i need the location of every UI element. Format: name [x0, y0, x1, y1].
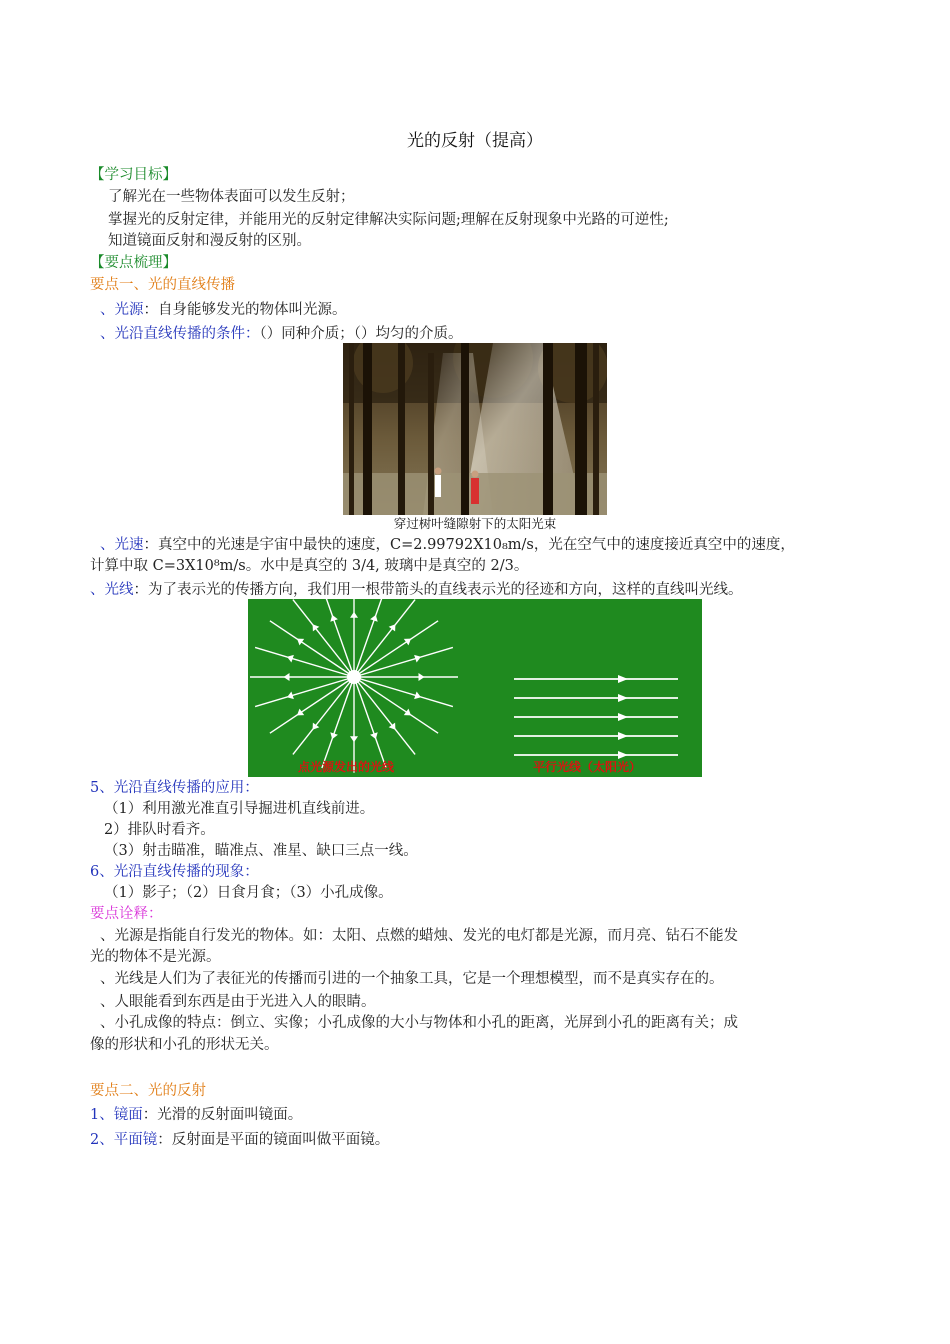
photo-caption: 穿过树叶缝隙射下的太阳光束 [343, 515, 607, 533]
parallel-arrowheads [618, 675, 628, 759]
condition-label: 、光沿直线传播的条件： [100, 326, 260, 342]
application-item: （1）利用激光准直引导掘进机直线前进。 [104, 801, 375, 817]
light-ray-diagram [248, 599, 702, 777]
speed-of-light [100, 535, 870, 556]
propagation-condition [100, 324, 880, 345]
plane-mirror-text: ：反射面是平面的镜面叫做平面镜。 [157, 1132, 390, 1148]
point1-heading: 要点一、光的直线传播 [90, 277, 235, 293]
forest-illustration [343, 343, 607, 533]
explain-item-4: 、小孔成像的特点：倒立、实像；小孔成像的大小与物体和小孔的距离，光屏到小孔的距离有关；成 [100, 1015, 738, 1031]
point-source-rays [250, 599, 458, 773]
explain-item-1: 、光源是指能自行发光的物体。如：太阳、点燃的蜡烛、发光的电灯都是光源，而月亮、钻石不能发 [100, 928, 738, 944]
plane-mirror-definition [90, 1130, 870, 1151]
light-ray-definition [90, 580, 870, 601]
speed-text: ：真空中的光速是宇宙中最快的速度，C=2.99792X10₈m/s，光在空气中的速度接近真空中的速度， [143, 537, 795, 553]
plane-mirror-label: 2、平面镜 [90, 1132, 158, 1148]
light-source-text: ：自身能够发光的物体叫光源。 [143, 302, 347, 318]
mirror-definition [90, 1105, 870, 1126]
speed-label: 、光速 [100, 537, 144, 553]
mirror-label: 1、镜面 [90, 1107, 143, 1123]
explain-item-4-continued: 像的形状和小孔的形状无关。 [90, 1037, 279, 1053]
explain-heading: 要点诠释： [90, 906, 163, 922]
light-source-label: 、光源 [100, 302, 144, 318]
mirror-text: ：光滑的反射面叫镜面。 [142, 1107, 303, 1123]
explain-item-3: 、人眼能看到东西是由于光进入人的眼睛。 [100, 994, 376, 1010]
ray-illustration [248, 599, 702, 777]
ray-label: 、光线 [90, 582, 134, 598]
point-source-caption: 点光源发出的光线 [298, 760, 395, 774]
objectives-heading: 【学习目标】 [90, 167, 177, 183]
point-source-icon [347, 670, 361, 684]
explain-item-2: 、光线是人们为了表征光的传播而引进的一个抽象工具，它是一个理想模型，而不是真实存在的。 [100, 971, 724, 987]
parallel-rays [514, 679, 678, 755]
point2-heading: 要点二、光的反射 [90, 1083, 206, 1099]
page-title: 光的反射（提高） [407, 131, 543, 151]
light-source-definition [100, 300, 880, 321]
speed-text-continued: 计算中取 C=3X10⁸m/s。水中是真空的 3/4, 玻璃中是真空的 2/3。 [90, 558, 529, 574]
parallel-rays-caption: 平行光线（太阳光） [533, 760, 642, 774]
application-item: 2）排队时看齐。 [104, 822, 215, 838]
application-heading: 5、光沿直线传播的应用： [90, 780, 259, 796]
objective-item: 掌握光的反射定律，并能用光的反射定律解决实际问题;理解在反射现象中光路的可逆性; [108, 212, 669, 228]
ray-text: ：为了表示光的传播方向，我们用一根带箭头的直线表示光的径迹和方向，这样的直线叫光线。 [133, 582, 743, 598]
phenomenon-text: （1）影子；（2）日食月食；（3）小孔成像。 [104, 885, 393, 901]
objective-item: 了解光在一些物体表面可以发生反射； [108, 189, 355, 205]
sunbeam-forest-photo [343, 343, 607, 533]
objective-item: 知道镜面反射和漫反射的区别。 [108, 233, 311, 249]
application-item: （3）射击瞄准，瞄准点、准星、缺口三点一线。 [104, 843, 418, 859]
summary-heading: 【要点梳理】 [90, 255, 177, 271]
explain-item-1-continued: 光的物体不是光源。 [90, 949, 221, 965]
phenomenon-heading: 6、光沿直线传播的现象： [90, 864, 259, 880]
condition-text: （）同种介质；（）均匀的介质。 [259, 326, 463, 342]
